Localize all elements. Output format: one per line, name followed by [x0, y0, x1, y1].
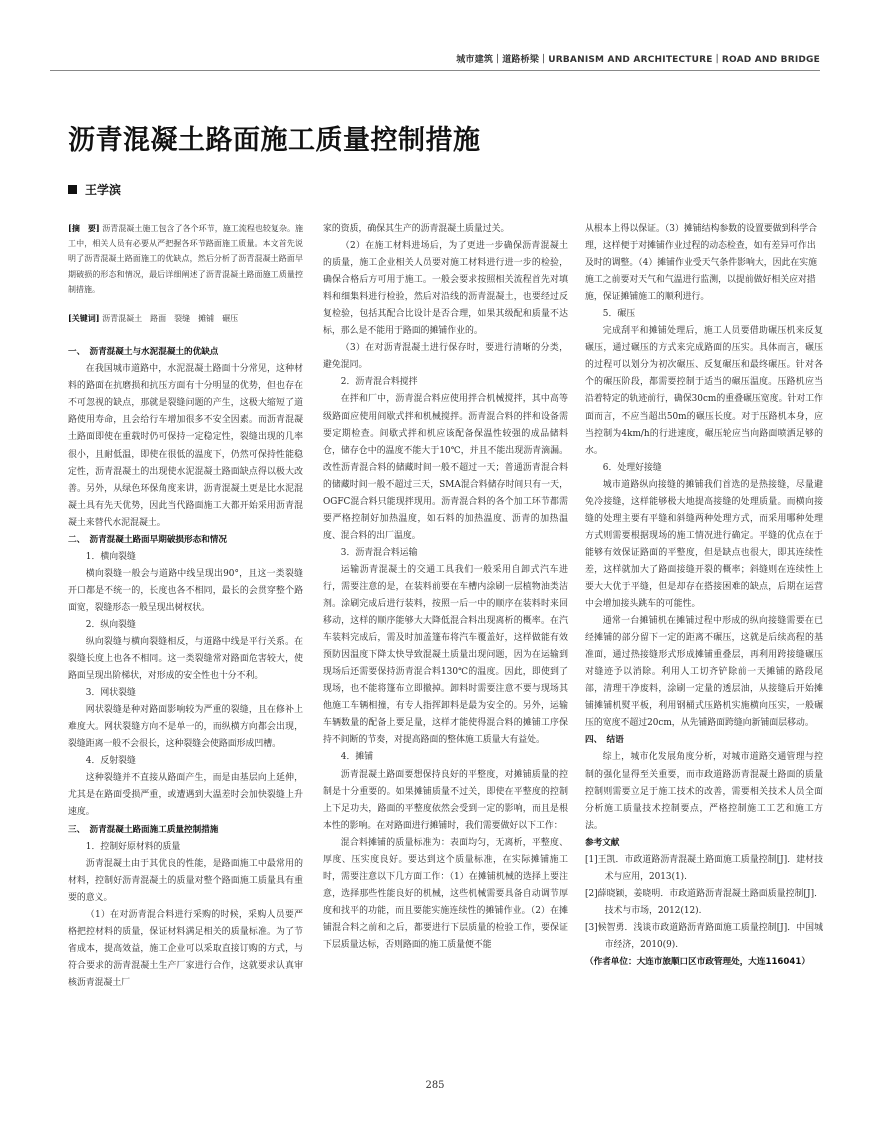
abstract	[68, 221, 303, 297]
paragraph: 通常一台摊铺机在摊铺过程中形成的纵向接缝需要在已经摊铺的部分留下一定的距离不碾压，这就是后续高程的基准面，通过热接缝形式形成摊铺重叠层，再利用跨接缝碾压对缝迹予以消除。利用人工切齐铲除前一天摊铺的路段尾部，清理干净废料，涂刷一定量的透层油，从接缝后开始摊铺摊铺机熨平板，利用钢桶式压路机实施横向压实，一般碾压的宽度不超过20cm，从先铺路面跨缝向新铺面层移动。	[585, 616, 823, 729]
header-rule	[50, 70, 820, 71]
column-1	[68, 221, 303, 992]
running-header: 城市建筑｜道路桥梁｜URBANISM AND ARCHITECTURE｜ROAD AND BRIDGE	[456, 55, 820, 65]
subsection-heading: 6．处理好接缝	[602, 462, 662, 473]
section-heading: 二、 沥青混凝土路面早期破损形态和情况	[68, 534, 227, 545]
paragraph: 在我国城市道路中，水泥混凝土路面十分常见，这种材料的路面在抗磨损和抗压方面有十分明显的优势，但也存在不可忽视的缺点，那就是裂缝问题的产生，这极大缩短了道路使用寿命，且会给行车增加很多不安全因素。而沥青混凝土路面即使在重载时仍可保持一定稳定性，裂缝出现的几率很小，且耐低温，即使在很低的温度下，仍然可保持性能稳定性，沥青混凝土的出现使水泥混凝土路面缺点得以极大改善。另外，从绿色环保角度来讲，沥青混凝土更是比水泥混凝土具有先天优势，因此当代路面施工大都开始采用沥青混凝土来替代水泥混凝土。	[68, 364, 303, 528]
author-line	[68, 181, 121, 198]
paragraph: （3）在对沥青混凝土进行保存时，要进行清晰的分类，避免混同。	[323, 343, 568, 371]
paragraph: 运输沥青混凝土的交通工具我们一般采用自卸式汽车进行，需要注意的是，在装料前要在车槽内涂刷一层植物油类洁剂。涂刷完成后进行装料，按照一后一中的顺序在装料时来回移动，这样的顺序能够大大降低混合料出现离析的概率。在汽车装料完成后，需及时加盖篷布将汽车覆盖好，这样做能有效预防因温度下降太快导致混凝土质量出现问题，因为在运输到现场后还需要保持沥青混合料130℃的温度。因此，即使到了现场，也不能将篷布立即撤掉。卸料时需要注意不要与现场其他施工车辆相撞，有专人指挥卸料是最为安全的。另外，运输车辆数量的配备上要足量，这样才能使得混合料的摊铺工序保持不间断的节奏，对提高路面的整体施工质量大有益处。	[323, 564, 568, 746]
paragraph: 这种裂缝并不直接从路面产生，而是由基层向上延伸，尤其是在路面受损严重，或遭遇到大温差时会加快裂缝上升速度。	[68, 773, 303, 818]
subsection-heading: 5．碾压	[602, 309, 636, 320]
references-heading: 参考文献	[585, 837, 620, 848]
column-1-body	[68, 344, 303, 992]
keywords	[68, 311, 303, 326]
page-number: 285	[425, 1080, 445, 1091]
abstract-text: 沥青混凝土施工包含了各个环节，施工流程也较复杂。施工中，相关人员有必要从严把握各环节路面施工质量。本文首先说明了沥青混凝土路面施工的优缺点，然后分析了沥青混凝土路面早期破损的形态和情况，最后详细阐述了沥青混凝土路面施工质量控制措施。	[68, 224, 304, 294]
article-title: 沥青混凝土路面施工质量控制措施	[68, 125, 481, 156]
paragraph: 在拌和厂中，沥青混合料应使用拌合机械搅拌，其中高等级路面应使用间歇式拌和机械搅拌。沥青混合料的拌和设备需要定期检查。间歇式拌和机应该配备保温性较强的成品储料仓，储存仓中的温度不能大于10℃，并且不能出现沥青滴漏。改性沥青混合料的储藏时间一般不超过一天；普通沥青混合料的储藏时间一般不超过三天，SMA混合料储存时间只有一天，OGFC混合料只能现拌现用。沥青混合料的各个加工环节都需要严格控制好加热温度，如石料的加热温度、沥青的加热温度、混合料的出厂温度。	[323, 394, 568, 541]
paragraph: （1）在对沥青混合料进行采购的时候，采购人员要严格把控材料的质量，保证材料满足相关的质量标准。为了节省成本，提高效益，施工企业可以采取直接订购的方式，与符合要求的沥青混凝土生产厂家进行合作，这就要求认真审核沥青混凝土厂	[68, 909, 303, 988]
section-heading: 四、 结语	[585, 735, 624, 746]
paragraph: 沥青混凝土由于其优良的性能，是路面施工中最常用的材料，控制好沥青混凝土的质量对整个路面施工质量具有重要的意义。	[68, 858, 303, 903]
paragraph: 横向裂缝一般会与道路中线呈现出90°，且这一类裂缝开口都是不统一的，长度也各不相同，最长的会贯穿整个路面宽，裂缝形态一般呈现出树杈状。	[68, 568, 303, 613]
paragraph: 纵向裂缝与横向裂缝相反，与道路中线是平行关系。在裂缝长度上也各不相同。这一类裂缝常对路面危害较大，使路面呈现出阶梯状，对形成的安全性也十分不利。	[68, 637, 303, 682]
paragraph: 沥青混凝土路面要想保持良好的平整度，对摊铺质量的控制是十分重要的。如果摊铺质量不过关，即使在平整度的控制上下足功夫，路面的平整度依然会受到一定的影响，而且是根本性的影响。在对路面进行摊铺时，我们需要做好以下工作：	[323, 769, 568, 831]
paragraph: 综上，城市化发展角度分析，对城市道路交通管理与控制的强化显得至关重要，而市政道路沥青混凝土路面的质量控制则需要立足于施工技术的改善，需要相关技术人员全面分析施工质量技术控制要点，严格控制施工工艺和施工方法。	[585, 752, 823, 831]
subsection-heading: 1．横向裂缝	[85, 551, 136, 562]
subsection-heading: 2．沥青混合料搅拌	[340, 377, 418, 388]
subsection-heading: 2．纵向裂缝	[85, 619, 136, 630]
author-name: 王学滨	[85, 183, 122, 197]
author-affiliation: （作者单位：大连市旅顺口区市政管理处，大连116041）	[585, 957, 810, 968]
column-2	[323, 221, 568, 954]
paragraph: （2）在施工材料进场后，为了更进一步确保沥青混凝土的质量，施工企业相关人员要对施工材料进行进一步的检验，确保合格后方可用于施工。一般会要求按照相关流程首先对填料和细集料进行检验，然后对沿线的沥青混凝土，也要经过反复检验，包括其配合比设计是否合理，如果其级配和质量不达标，那么是不能用于路面的摊铺作业的。	[323, 241, 568, 337]
reference-item: [3]候智勇．浅谈市政道路沥青路面施工质量控制[J]．中国城市经济，2010(9).	[585, 922, 823, 950]
subsection-heading: 4．反射裂缝	[85, 756, 136, 767]
section-heading: 三、 沥青混凝土路面施工质量控制措施	[68, 824, 219, 835]
keywords-text: 沥青混凝土 路面 裂缝 摊铺 碾压	[102, 314, 239, 324]
abstract-tag: [摘 要]	[68, 223, 100, 233]
reference-item: [2]薛晓颖，姜晓明．市政道路沥青混凝土路面质量控制[J]．技术与市场，2012(12).	[585, 888, 823, 916]
column-2-body	[323, 221, 568, 954]
paragraph-continued: 家的资质，确保其生产的沥青混凝土质量过关。	[323, 224, 510, 234]
paragraph: 城市道路纵向接缝的摊铺我们首选的是热接缝，尽量避免冷接缝，这样能够极大地提高接缝的处理质量。而横向接缝的处理主要有平缝和斜缝两种处理方式，而采用哪种处理方式则需要根据现场的施工情况进行确定。平缝的优点在于能够有效保证路面的平整度，但是缺点也很大，即其连续性差，这样就加大了路面接缝开裂的概率；斜缝则在连续性上要大大优于平缝，但是却存在搭接困难的缺点，后期在运营中会增加接头跳车的可能性。	[585, 479, 823, 610]
subsection-heading: 1．控制好原材料的质量	[85, 841, 181, 852]
paragraph: 混合料摊铺的质量标准为：表面均匀，无离析，平整度、厚度、压实度良好。要达到这个质量标准，在实际摊铺施工时，需要注意以下几方面工作：（1）在摊铺机械的选择上要注意，选择那些性能良好的机械，这些机械需要具备自动调节厚度和找平的功能，而且要能实施连续性的摊铺作业。（2）在摊铺混合料之前和之后，都要进行下层质量的检验工作，要保证下层质量达标，否则路面的施工质量便不能	[323, 837, 568, 950]
paragraph: 完成刮平和摊铺处理后，施工人员要借助碾压机来反复碾压，通过碾压的方式来完成路面的压实。具体而言，碾压的过程可以划分为初次碾压、反复碾压和最终碾压。针对各个的碾压阶段，都需要控制于适当的碾压温度。压路机应当沿着特定的轨迹前行，确保30cm的重叠碾压宽度。针对工作面而言，不应当超出50m的碾压长度。对于压路机本身，应当控制为4km/h的行进速度，碾压轮应当向路面喷洒足够的水。	[585, 326, 823, 456]
subsection-heading: 3．网状裂缝	[85, 688, 136, 699]
paragraph-continued: 从根本上得以保证。（3）摊铺结构参数的设置要做到科学合理，这样便于对摊铺作业过程的动态检查，如有差异可作出及时的调整。（4）摊铺作业受天气条件影响大，因此在实施施工之前要对天气和气温进行监测，以提前做好相关应对措施，保证摊铺施工的顺利进行。	[585, 224, 817, 303]
author-bullet-icon	[68, 185, 77, 194]
section-heading: 一、 沥青混凝土与水泥混凝土的优缺点	[68, 347, 219, 358]
keywords-tag: [关键词]	[68, 313, 100, 324]
paragraph: 网状裂缝是种对路面影响较为严重的裂缝，且在修补上难度大。网状裂缝方向不是单一的，而纵横方向都会出现，裂缝距离一般不会很长，这种裂缝会使路面形成凹槽。	[68, 705, 303, 750]
subsection-heading: 4．摊铺	[340, 752, 374, 763]
column-3	[585, 221, 823, 971]
column-3-body	[585, 221, 823, 971]
subsection-heading: 3．沥青混合料运输	[340, 547, 418, 558]
reference-item: [1]王凯．市政道路沥青混凝土路面施工质量控制[J]．建材技术与应用，2013(1).	[585, 854, 823, 882]
